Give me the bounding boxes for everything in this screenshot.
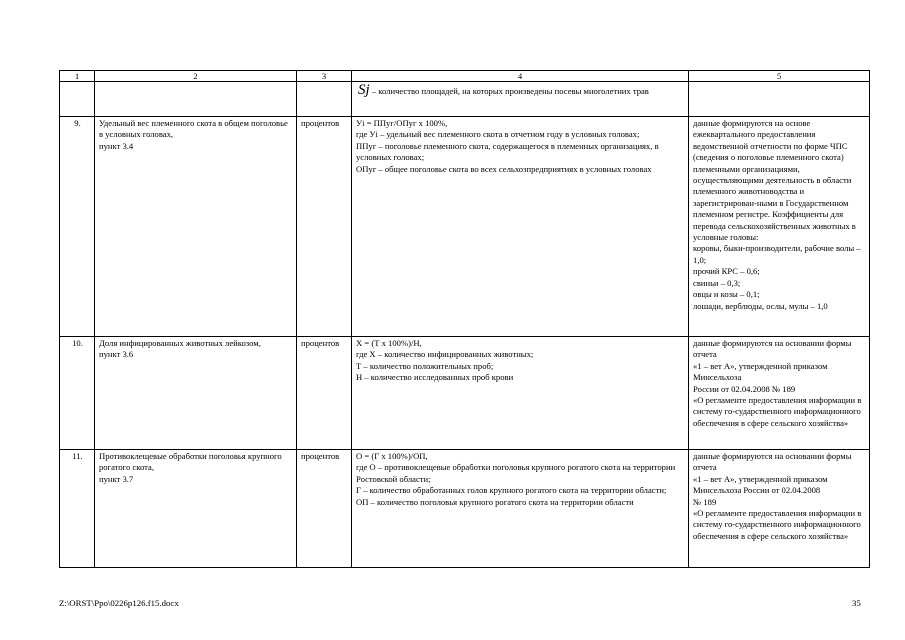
cell-empty (689, 82, 870, 117)
indicator-name: Удельный вес племенного скота в общем поголовье в условных головах, пункт 3.4 (95, 117, 297, 337)
source-cell: данные формируются на основании формы отчета «1 – вет А», утвержденной приказом Минсельхоза России от 02.04.2008 № 189 «О регламенте предоставления информации в систему го-сударственного информационного обеспечения в сфере сельского хозяйства» (689, 337, 870, 450)
table-row (60, 82, 870, 117)
column-number: 4 (352, 71, 689, 82)
row-number: 11. (60, 450, 95, 568)
formula-cell: О = (Г x 100%)/ОП, где О – противоклещевые обработки поголовья крупного рогатого скота на территории Ростовской области; Г – количество обработанных голов крупного рогатого скота на территории области; ОП – количество поголовья крупного рогатого скота на территории области (352, 450, 689, 568)
source-cell: данные формируются на основе ежеквартального предоставления ведомственной отчетности по форме ЧПС (сведения о поголовье племенного скота) племенными организациями, осуществляющими деятельность в области племенного животноводства и зарегистрирован-ными в Государственном племенном регистре. Коэффициенты для перевода сельскохозяйственных животных в условные головы: коровы, быки-производители, рабочие волы – 1,0; прочий КРС – 0,6; свиньи – 0,3; овцы и козы – 0,1; лошади, верблюды, ослы, мулы – 1,0 (689, 117, 870, 337)
column-number-row (60, 71, 870, 82)
table-row (60, 337, 870, 450)
formula-text: – количество площадей, на которых произведены посевы многолетних трав (369, 86, 649, 96)
cell-empty (297, 82, 352, 117)
indicator-name: Противоклещевые обработки поголовья крупного рогатого скота, пункт 3.7 (95, 450, 297, 568)
cell-empty (60, 82, 95, 117)
page-number: 35 (852, 598, 861, 608)
indicator-name: Доля инфицированных животных лейкозом, пункт 3.6 (95, 337, 297, 450)
footer-file-path: Z:\ORST\Ppo\0226p126.f15.docx (59, 598, 179, 608)
column-number: 2 (95, 71, 297, 82)
unit-cell: процентов (297, 450, 352, 568)
table-row (60, 117, 870, 337)
row-number: 9. (60, 117, 95, 337)
cell-empty (95, 82, 297, 117)
formula-cell (352, 82, 689, 117)
formula-symbol: Sj (358, 82, 370, 98)
source-cell: данные формируются на основании формы отчета «1 – вет А», утвержденной приказом Минсельхоза России от 02.04.2008 № 189 «О регламенте предоставления информации в систему го-сударственного информационного обеспечения в сфере сельского хозяйства» (689, 450, 870, 568)
column-number: 3 (297, 71, 352, 82)
indicators-table (59, 70, 870, 568)
formula-cell: Х = (Т x 100%)/Н, где Х – количество инфицированных животных; Т – количество положительных проб; Н – количество исследованных проб крови (352, 337, 689, 450)
column-number: 5 (689, 71, 870, 82)
formula-cell: Уi = ППуг/ОПуг x 100%, где Уi – удельный вес племенного скота в отчетном году в условных головах; ППуг – поголовье племенного скота, содержащегося в племенных организациях, в условных головах; ОПуг – общее поголовье скота во всех сельхозпредприятиях в условных головах (352, 117, 689, 337)
unit-cell: процентов (297, 117, 352, 337)
column-number: 1 (60, 71, 95, 82)
unit-cell: процентов (297, 337, 352, 450)
table-row (60, 450, 870, 568)
row-number: 10. (60, 337, 95, 450)
